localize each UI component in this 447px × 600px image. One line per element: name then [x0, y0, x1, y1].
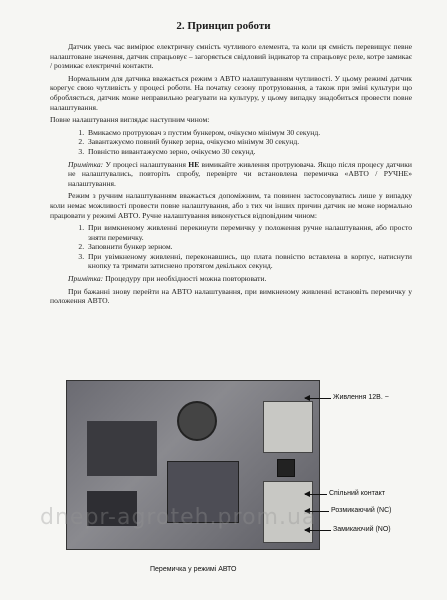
manual-setup-steps	[50, 223, 412, 271]
note-text-a: У процесі налаштування	[105, 159, 187, 169]
label-common: Спільний контакт	[329, 490, 386, 497]
note-label: Примітка:	[68, 274, 104, 284]
list-item: 3. При увімкненому живленні, переконавшись, що плата повністю вставлена в корпус, натиснути кнопку та тримати затиснено протягом декількох секунд.	[86, 252, 412, 271]
list-item: 3. Повністю вивантажуємо зерно, очікуємо 30 секунд.	[86, 147, 412, 157]
paragraph-principle: Датчик увесь час вимірює електричну ємність чутливого елемента, та коли ця ємність перевищує певне налаштоване значення, датчик спрацьовує – загоряється свідловий індикатор та спрацьовує реле, котре замикає / розмикає електричні контакти.	[50, 42, 412, 71]
note-paragraph	[50, 160, 412, 189]
power-terminal	[263, 401, 313, 453]
paragraph-return-auto: При бажанні знову перейти на АВТО налаштування, при вимкненому живленні встановіть перемичку у положення АВТО.	[50, 286, 412, 306]
watermark: dnepr-agroteh.prom.ua	[40, 505, 317, 530]
note-paragraph-2	[50, 274, 412, 284]
label-power: Живлення 12В. ~	[333, 394, 389, 401]
list-item: 2. Заповнити бункер зерном.	[86, 242, 412, 252]
full-setup-steps	[50, 128, 412, 157]
note-emphasis: НЕ	[188, 159, 200, 169]
paragraph-manual-mode: Режим з ручним налаштуванням вважається допоміжним, та повинен застосовуватись лише у випадку коли немає можливості провести повне налаштування, або з тих чи інших причин датчик не може нормально працювати у режимі АВТО. Ручне налаштування виконується відповідним чином:	[50, 191, 412, 220]
list-item: 1. При вимкненому живленні перекинути перемичку у положення ручне налаштування, або просто зняти перемичку.	[86, 223, 412, 242]
capacitor	[177, 401, 217, 441]
note-label: Примітка:	[68, 159, 104, 169]
setup-button	[277, 459, 295, 477]
arrow-power	[305, 398, 331, 399]
paragraph-auto-mode: Нормальним для датчика вважається режим з АВТО налаштуванням чутливості. У цьому режимі датчик корегує свою чутливість у процесі роботи. На початку сезону протруювання, а також при зміні культури що обробляється, датчик може неправильно реагувати на культуру, у цьому випадку знадобиться провести повне налаштування.	[50, 73, 412, 112]
note-text-b: вимикайте живлення протруювача. Якщо після процесу датчики не налаштувались, повторіть спробу, перевірте чи встановлена перемичка «АВТО / РУЧНЕ» налаштування.	[68, 159, 412, 188]
list-item: 2. Завантажуємо повний бункер зерна, очікуємо мінімум 30 секунд.	[86, 137, 412, 147]
list-item: 1. Вмикаємо протруювач з пустим бункером, очікуємо мінімум 30 секунд.	[86, 128, 412, 138]
paragraph-full-setup: Повне налаштування виглядає наступним чином:	[50, 115, 210, 125]
note-text: Процедуру при необхідності можна повторювати.	[105, 274, 267, 284]
arrow-no	[305, 530, 331, 531]
arrow-common	[305, 494, 327, 495]
label-jumper: Перемичка у режимі АВТО	[150, 566, 237, 573]
label-nc: Розмикаючий (NC)	[331, 507, 392, 514]
label-no: Замикаючий (NO)	[333, 526, 391, 533]
body-text	[50, 42, 412, 309]
chip	[87, 421, 157, 476]
section-title: 2. Принцип роботи	[176, 20, 271, 32]
